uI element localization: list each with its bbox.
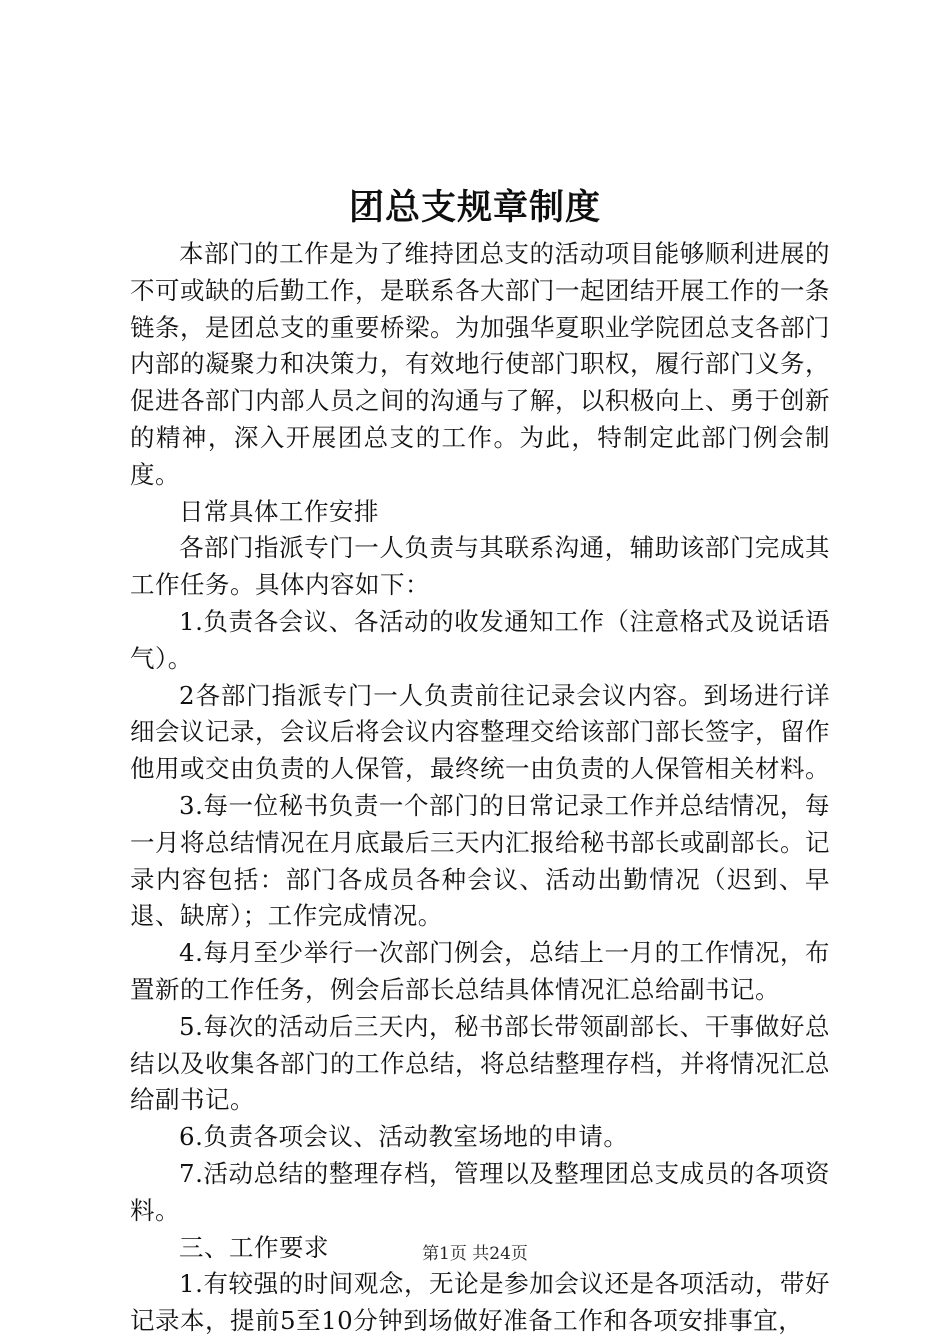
intro-paragraph: 本部门的工作是为了维持团总支的活动项目能够顺利进展的不可或缺的后勤工作，是联系各大部门一起团结开展工作的一条链条，是团总支的重要桥梁。为加强华夏职业学院团总支各部门内部的凝聚力和决策力，有效地行使部门职权，履行部门义务，促进各部门内部人员之间的沟通与了解，以积极向上、勇于创新的精神，深入开展团总支的工作。为此，特制定此部门例会制度。 <box>130 239 830 489</box>
list-item-1: 1.负责各会议、各活动的收发通知工作（注意格式及说话语气）。 <box>130 606 830 673</box>
paragraph-assignment: 各部门指派专门一人负责与其联系沟通，辅助该部门完成其工作任务。具体内容如下： <box>130 533 830 600</box>
list-item-4: 4.每月至少举行一次部门例会，总结上一月的工作情况，布置新的工作任务，例会后部长总结具体情况汇总给副书记。 <box>130 938 830 1004</box>
list-item-6: 6.负责各项会议、活动教室场地的申请。 <box>179 1122 629 1152</box>
list-item-5: 5.每次的活动后三天内，秘书部长带领副部长、干事做好总结以及收集各部门的工作总结，将总结整理存档，并将情况汇总给副书记。 <box>130 1011 830 1115</box>
list-item-2: 2各部门指派专门一人负责前往记录会议内容。到场进行详细会议记录，会议后将会议内容整理交给该部门部长签字，留作他用或交由负责的人保管，最终统一由负责的人保管相关材料。 <box>130 680 830 784</box>
document-title: 团总支规章制度 <box>348 187 601 228</box>
section-heading-daily-work: 日常具体工作安排 <box>179 496 379 526</box>
requirement-item-1: 1.有较强的时间观念，无论是参加会议还是各项活动，带好记录本，提前5至10分钟到场做好准备工作和各项安排事宜， <box>130 1269 830 1336</box>
document-body <box>130 236 830 1340</box>
list-item-7: 7.活动总结的整理存档，管理以及整理团总支成员的各项资料。 <box>130 1158 830 1225</box>
page-footer: 第1页 共24页 <box>422 1244 528 1264</box>
section-heading-requirements: 三、工作要求 <box>179 1232 329 1262</box>
list-item-3: 3.每一位秘书负责一个部门的日常记录工作并总结情况，每一月将总结情况在月底最后三天内汇报给秘书部长或副部长。记录内容包括：部门各成员各种会议、活动出勤情况（迟到、早退、缺席）；工作完成情况。 <box>130 790 830 931</box>
